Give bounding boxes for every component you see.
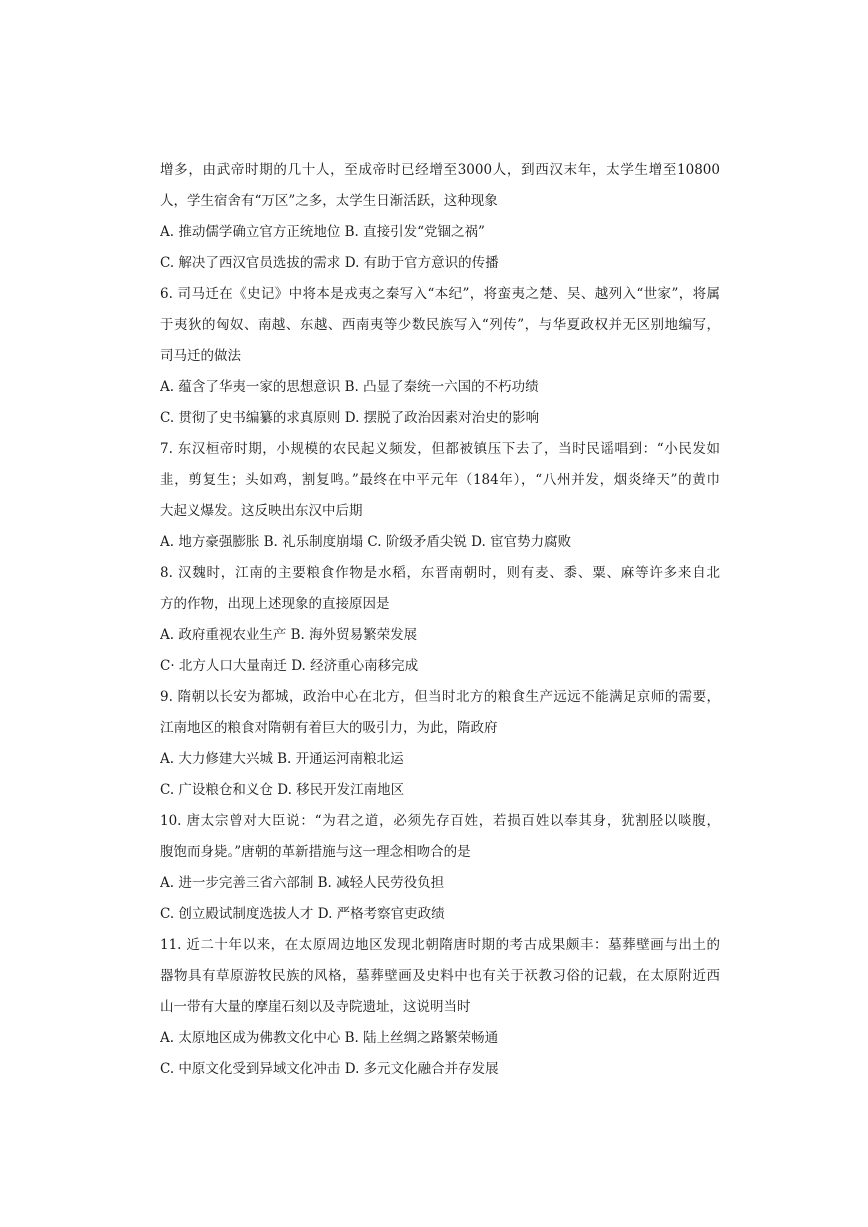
option-line: A. 太原地区成为佛教文化中心 B. 陆上丝绸之路繁荣畅通 bbox=[160, 1030, 499, 1046]
question-10-text: 10. 唐太宗曾对大臣说：“为君之道，必须先存百姓，若损百姓以奉其身，犹割胫以啖腹， bbox=[160, 813, 720, 829]
question-8-text: 8. 汉魏时，江南的主要粮食作物是水稻，东晋南朝时，则有麦、黍、粟、麻等许多来自北 bbox=[160, 565, 720, 581]
text-line: 方的作物，出现上述现象的直接原因是 bbox=[160, 596, 390, 612]
option-line: A. 推动儒学确立官方正统地位 B. 直接引发“党锢之祸” bbox=[160, 224, 485, 240]
text-line: 器物具有草原游牧民族的风格，墓葬壁画及史料中也有关于祆教习俗的记载，在太原附近西 bbox=[160, 968, 720, 984]
option-line: A. 地方豪强膨胀 B. 礼乐制度崩塌 C. 阶级矛盾尖锐 D. 宦官势力腐败 bbox=[160, 534, 572, 550]
option-line: A. 大力修建大兴城 B. 开通运河南粮北运 bbox=[160, 751, 404, 767]
text-line: 于夷狄的匈奴、南越、东越、西南夷等少数民族写入“列传”，与华夏政权并无区别地编写， bbox=[160, 317, 720, 333]
option-line: C. 贯彻了史书编纂的求真原则 D. 摆脱了政治因素对治史的影响 bbox=[160, 410, 540, 426]
option-line: A. 进一步完善三省六部制 B. 减轻人民劳役负担 bbox=[160, 875, 445, 891]
text-line: 司马迁的做法 bbox=[160, 348, 241, 364]
text-line: 江南地区的粮食对隋朝有着巨大的吸引力，为此，隋政府 bbox=[160, 720, 498, 736]
question-9-text: 9. 隋朝以长安为都城，政治中心在北方，但当时北方的粮食生产远远不能满足京师的需要， bbox=[160, 689, 720, 705]
option-line: C. 广设粮仓和义仓 D. 移民开发江南地区 bbox=[160, 782, 405, 798]
option-line: C· 北方人口大量南迁 D. 经济重心南移完成 bbox=[160, 658, 419, 674]
text-line: 大起义爆发。这反映出东汉中后期 bbox=[160, 503, 363, 519]
option-line: C. 解决了西汉官员选拔的需求 D. 有助于官方意识的传播 bbox=[160, 255, 499, 271]
option-line: C. 中原文化受到异域文化冲击 D. 多元文化融合并存发展 bbox=[160, 1061, 499, 1077]
text-line: 山一带有大量的摩崖石刻以及寺院遗址，这说明当时 bbox=[160, 999, 471, 1015]
question-11-text: 11. 近二十年以来，在太原周边地区发现北朝隋唐时期的考古成果颇丰：墓葬壁画与出土的 bbox=[160, 937, 720, 953]
text-line: 韭，剪复生；头如鸡，割复鸣。”最终在中平元年（184年），“八州并发，烟炎绛天”的黄巾 bbox=[160, 472, 720, 488]
option-line: C. 创立殿试制度选拔人才 D. 严格考察官吏政绩 bbox=[160, 906, 445, 922]
text-line: 腹饱而身毙。”唐朝的革新措施与这一理念相吻合的是 bbox=[160, 844, 471, 860]
option-line: A. 政府重视农业生产 B. 海外贸易繁荣发展 bbox=[160, 627, 418, 643]
text-line: 人，学生宿舍有“万区”之多，太学生日渐活跃，这种现象 bbox=[160, 193, 498, 209]
option-line: A. 蕴含了华夷一家的思想意识 B. 凸显了秦统一六国的不朽功绩 bbox=[160, 379, 539, 395]
question-7-text: 7. 东汉桓帝时期，小规模的农民起义频发，但都被镇压下去了，当时民谣唱到：“小民发如 bbox=[160, 441, 720, 457]
text-line: 增多，由武帝时期的几十人，至成帝时已经增至3000人，到西汉末年，太学生增至10800 bbox=[160, 162, 720, 178]
question-6-text: 6. 司马迁在《史记》中将本是戎夷之秦写入“本纪”，将蛮夷之楚、吴、越列入“世家”，将属 bbox=[160, 286, 720, 302]
